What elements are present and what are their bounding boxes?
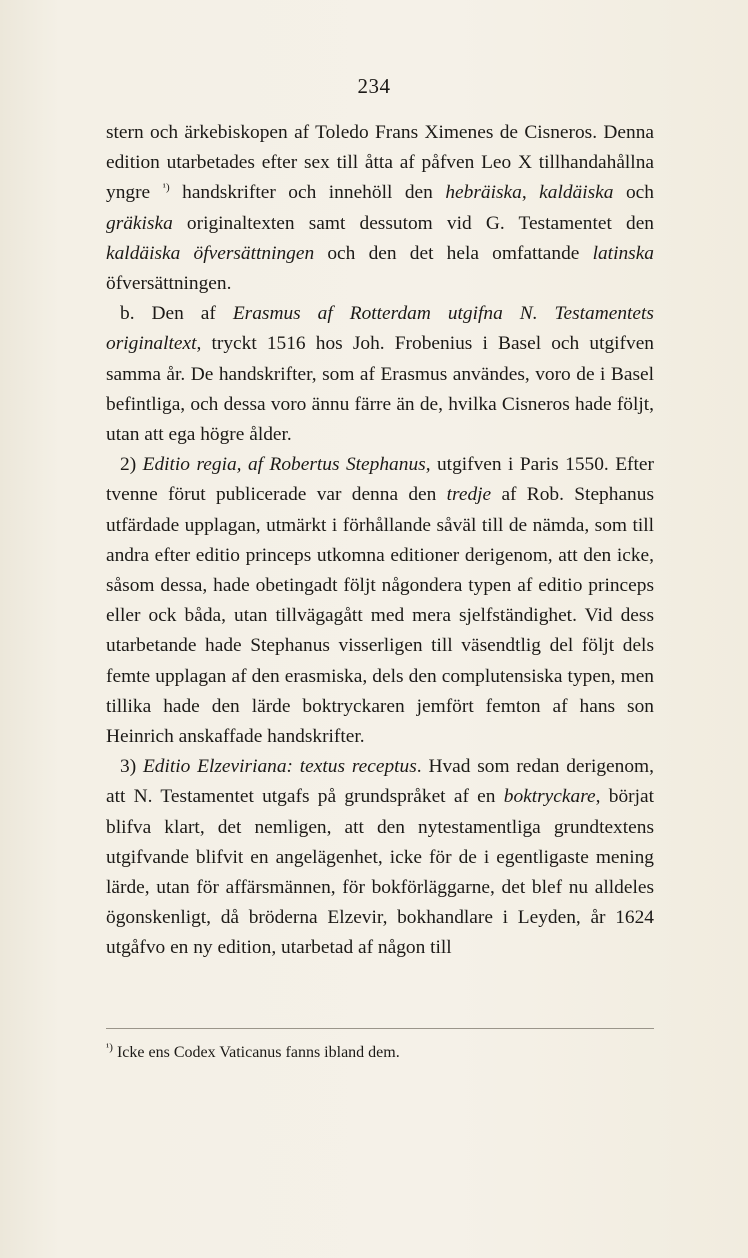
text-run: 3) bbox=[120, 756, 143, 778]
text-run: . Hvad som redan derigenom, att N. Testamentet utgafs på grundspråket af en bbox=[106, 756, 654, 808]
emphasized-text: gräkiska bbox=[106, 212, 173, 234]
emphasized-text: latinska bbox=[592, 242, 654, 264]
emphasized-text: Erasmus af Rotterdam utgifna N. Testamentets originaltext bbox=[106, 303, 654, 355]
paragraph-3 bbox=[106, 450, 654, 752]
text-run: och bbox=[613, 182, 654, 204]
text-run: , bbox=[521, 182, 540, 204]
text-run: och den det hela omfattande bbox=[314, 242, 593, 264]
emphasized-text: kaldäiska öfversättningen bbox=[106, 242, 315, 264]
text-run: handskrifter och innehöll den bbox=[169, 182, 446, 204]
footnote-text: Icke ens Codex Vaticanus fanns ibland dem. bbox=[116, 1044, 400, 1061]
footnote-marker: ¹) bbox=[106, 1041, 113, 1054]
emphasized-text: Editio regia, af Robertus Stephanus bbox=[142, 454, 426, 476]
text-run: , utgifven i Paris 1550. Efter tvenne förut publicerade var denna den bbox=[106, 454, 654, 506]
text-run: af Rob. Stephanus utfärdade upplagan, utmärkt i förhållande såväl till de nämda, som till andra efter editio princeps utkomna editioner derigenom, att den icke, såsom dessa, hade obetingadt följt någondera typen af editio princeps eller ock båda, utan tillvägagått med mera sjelfständighet. Vid dess utarbetande hade Stephanus visserligen till väsendtlig del följt dels femte upplagan af den erasmiska, dels den complutensiska typen, men tillika hade den lärde boktryckaren jemfört femton af hans son Heinrich anskaffade handskrifter. bbox=[106, 484, 654, 748]
footnote-divider bbox=[106, 1028, 654, 1029]
paragraph-4 bbox=[106, 752, 654, 963]
text-run: , börjat blifva klart, det nemligen, att den nytestamentliga grundtextens utgifvande blifvit en angelägenhet, icke för de i egentligaste mening lärde, utan för affärsmännen, för bokförläggarne, det blef nu alldeles ögonskenligt, då bröderna Elzevir, bokhandlare i Leyden, år 1624 utgåfvo en ny edition, utarbetad af någon till bbox=[106, 786, 654, 959]
emphasized-text: tredje bbox=[446, 484, 492, 506]
footnote bbox=[106, 1042, 654, 1064]
emphasized-text: hebräiska bbox=[445, 182, 522, 204]
text-run: 2) bbox=[120, 454, 143, 476]
paragraph-2 bbox=[106, 299, 654, 450]
text-run: b. Den af bbox=[120, 303, 233, 325]
text-run: stern och ärkebiskopen af Toledo Frans Ximenes de Cisneros. Denna edition utarbetades efter sex till åtta af påfven Leo X tillhandahållna yngre bbox=[106, 122, 654, 204]
paragraph-1 bbox=[106, 118, 654, 299]
body-text bbox=[106, 118, 654, 964]
footnote-reference: ¹) bbox=[162, 181, 170, 194]
emphasized-text: boktryckare bbox=[503, 786, 596, 808]
text-run: , tryckt 1516 hos Joh. Frobenius i Basel och utgifven samma år. De handskrifter, som af Erasmus användes, voro de i Basel befintliga, och dessa voro ännu färre än de, hvilka Cisneros hade följt, utan att ega högre ålder. bbox=[106, 333, 654, 446]
text-run: originaltexten samt dessutom vid G. Testamentet den bbox=[172, 212, 654, 234]
page-number: 234 bbox=[357, 74, 391, 98]
text-run: öfversättningen. bbox=[106, 273, 232, 295]
emphasized-text: Editio Elzeviriana: textus receptus bbox=[142, 756, 417, 778]
emphasized-text: kaldäiska bbox=[539, 182, 614, 204]
